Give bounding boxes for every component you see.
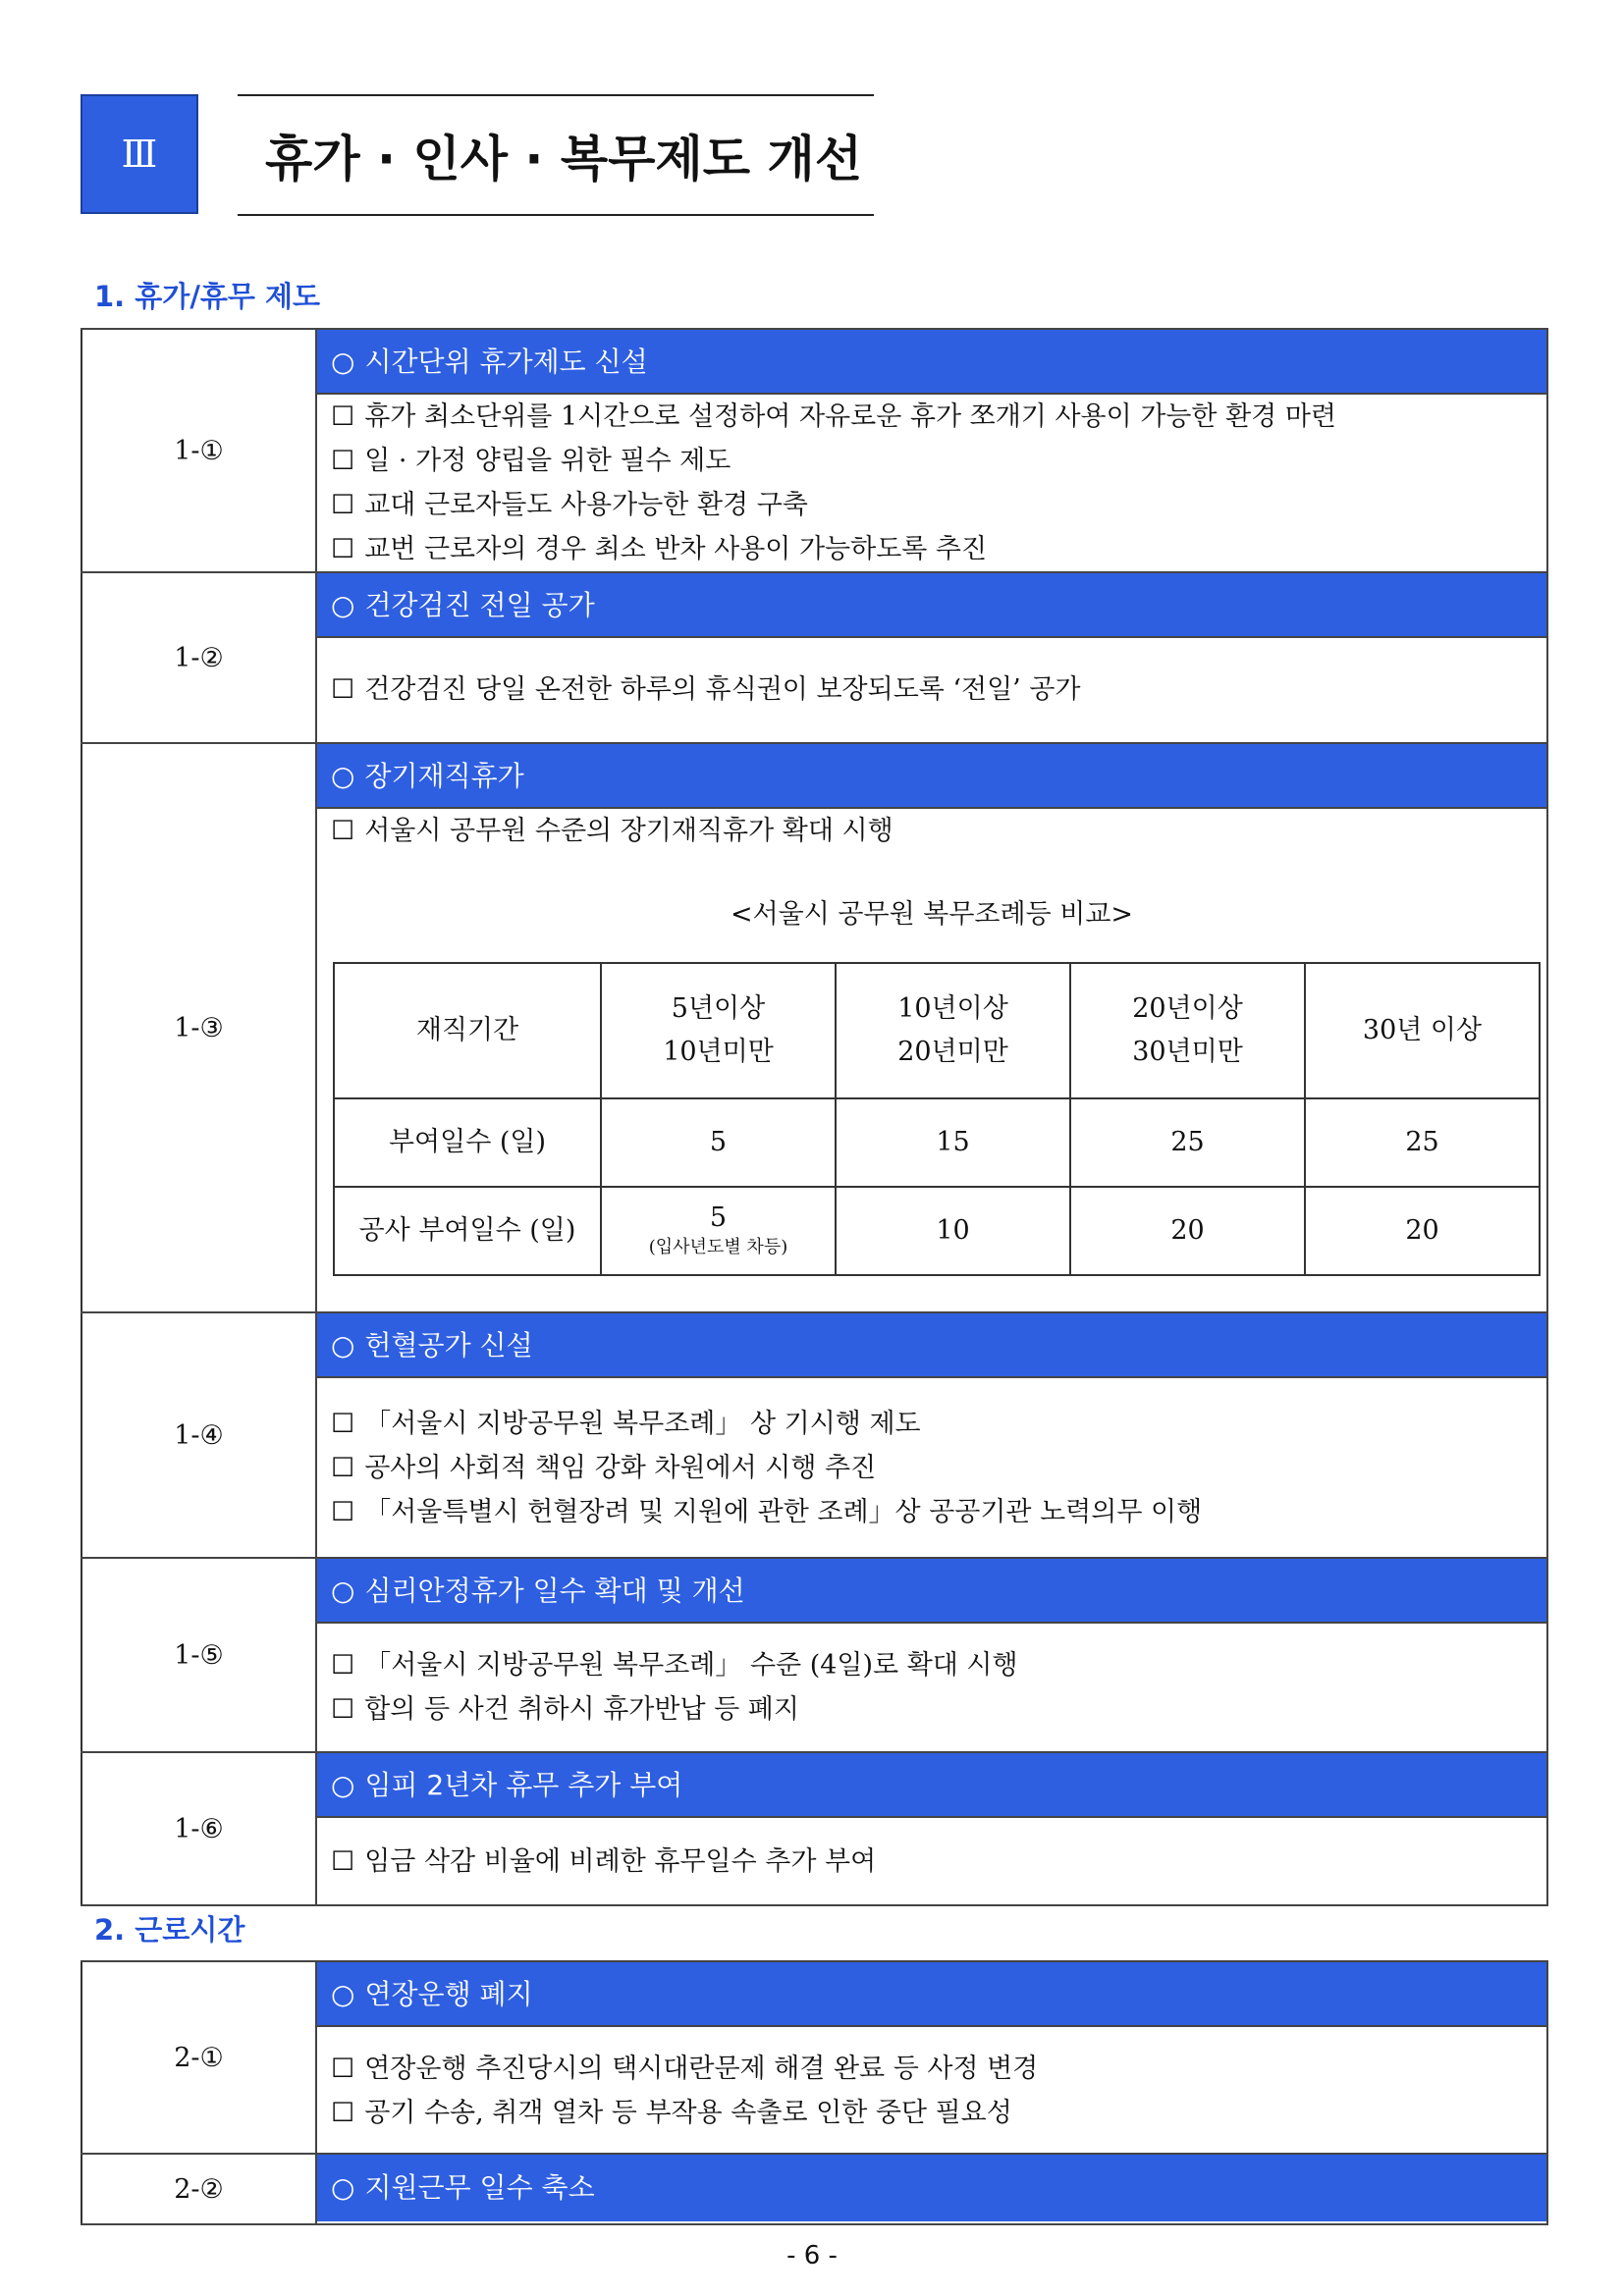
list-item (331, 1446, 1533, 1490)
row-heading (317, 573, 1546, 638)
checkbox-bullet: ☐ (331, 2054, 355, 2084)
value-cell: 20 (1070, 1187, 1305, 1275)
circle-bullet: ○ (331, 1329, 355, 1362)
item-text: 「서울시 지방공무원 복무조례」 수준 (4일)로 확대 시행 (364, 1650, 1018, 1681)
row-number: 1-③ (81, 743, 316, 1312)
row-heading (317, 1753, 1546, 1818)
row-label: 공사 부여일수 (일) (334, 1187, 601, 1275)
comparison-caption: <서울시 공무원 복무조례등 비교> (730, 899, 1134, 930)
checkbox-bullet: ☐ (331, 1846, 355, 1877)
table-row (81, 572, 1547, 743)
header-line: 20년미만 (897, 1037, 1008, 1067)
item-text: 교대 근로자들도 사용가능한 환경 구축 (364, 490, 808, 520)
item-text: 임금 삭감 비율에 비례한 휴무일수 추가 부여 (364, 1846, 877, 1877)
heading-text: 임피 2년차 휴무 추가 부여 (364, 1769, 683, 1801)
table-row (334, 1187, 1540, 1275)
header-line: 5년이상 (671, 993, 766, 1024)
checkbox-bullet: ☐ (331, 534, 355, 564)
table-row (81, 2154, 1547, 2224)
item-list (317, 1624, 1546, 1732)
row-heading (317, 1313, 1546, 1378)
table-row (334, 963, 1540, 1098)
header-line: 20년이상 (1132, 993, 1243, 1024)
item-list (317, 395, 1546, 571)
row-number: 2-① (81, 1961, 316, 2154)
heading-text: 연장운행 폐지 (364, 1978, 533, 2010)
row-heading (317, 744, 1546, 809)
list-item (331, 667, 1533, 712)
list-item (331, 1402, 1533, 1446)
circle-bullet: ○ (331, 1978, 355, 2010)
value-cell: 20 (1305, 1187, 1540, 1275)
list-item (331, 1643, 1533, 1687)
table-row (334, 1098, 1540, 1187)
row-content (316, 1312, 1547, 1558)
item-text: 연장운행 추진당시의 택시대란문제 해결 완료 등 사정 변경 (364, 2054, 1039, 2084)
heading-text: 지원근무 일수 축소 (364, 2171, 595, 2204)
section-1-title: 1. 휴가/휴무 제도 (94, 280, 321, 313)
item-text: 휴가 최소단위를 1시간으로 설정하여 자유로운 휴가 쪼개기 사용이 가능한 환경 마련 (364, 401, 1337, 432)
item-list (317, 638, 1546, 712)
circle-bullet: ○ (331, 760, 355, 792)
value-note: (입사년도별 차등) (648, 1237, 788, 1257)
section-1-table (81, 328, 1548, 1906)
table-row (81, 1558, 1547, 1752)
header-cell (1070, 963, 1305, 1098)
item-text: 교번 근로자의 경우 최소 반차 사용이 가능하도록 추진 (364, 534, 988, 564)
checkbox-bullet: ☐ (331, 1497, 355, 1527)
circle-bullet: ○ (331, 346, 355, 378)
table-row (81, 329, 1547, 572)
chapter-title-text: 휴가 · 인사 · 복무제도 개선 (265, 131, 863, 187)
checkbox-bullet: ☐ (331, 1453, 355, 1483)
list-item (331, 1840, 1533, 1884)
list-item (331, 1687, 1533, 1732)
row-heading (317, 330, 1546, 395)
heading-text: 시간단위 휴가제도 신설 (364, 346, 648, 378)
heading-text: 장기재직휴가 (364, 760, 524, 792)
list-item (331, 439, 1533, 483)
list-item (331, 527, 1533, 571)
checkbox-bullet: ☐ (331, 1694, 355, 1725)
item-text: 공기 수송, 취객 열차 등 부작용 속출로 인한 중단 필요성 (364, 2098, 1012, 2128)
item-text: 공사의 사회적 책임 강화 차원에서 시행 추진 (364, 1453, 877, 1483)
value-cell (601, 1187, 836, 1275)
row-number: 1-④ (81, 1312, 316, 1558)
item-list (317, 809, 1546, 853)
value-cell: 15 (836, 1098, 1070, 1187)
row-number: 1-① (81, 329, 316, 572)
value-cell: 5 (601, 1098, 836, 1187)
checkbox-bullet: ☐ (331, 401, 355, 432)
row-number: 1-⑥ (81, 1752, 316, 1905)
section-2-title: 2. 근로시간 (94, 1913, 245, 1947)
item-text: 「서울특별시 헌혈장려 및 지원에 관한 조례」상 공공기관 노력의무 이행 (364, 1497, 1203, 1527)
row-content (316, 2154, 1547, 2224)
list-item (331, 483, 1533, 527)
item-text: 「서울시 지방공무원 복무조례」 상 기시행 제도 (364, 1409, 921, 1439)
heading-text: 심리안정휴가 일수 확대 및 개선 (364, 1575, 745, 1607)
row-content (316, 1961, 1547, 2154)
header-line: 10년이상 (897, 993, 1008, 1024)
row-label: 부여일수 (일) (334, 1098, 601, 1187)
list-item (331, 809, 1533, 853)
header-line: 10년미만 (663, 1037, 774, 1067)
table-row (81, 1312, 1547, 1558)
list-item (331, 2047, 1533, 2091)
row-content (316, 1752, 1547, 1905)
circle-bullet: ○ (331, 589, 355, 621)
chapter-number: Ⅲ (121, 133, 158, 176)
section-2-table (81, 1960, 1548, 2225)
item-text: 일 · 가정 양립을 위한 필수 제도 (364, 446, 731, 476)
table-row (81, 743, 1547, 1312)
value-text: 5 (709, 1202, 728, 1233)
checkbox-bullet: ☐ (331, 1650, 355, 1681)
row-content (316, 572, 1547, 743)
row-content (316, 329, 1547, 572)
list-item (331, 2091, 1533, 2135)
header-cell: 재직기간 (334, 963, 601, 1098)
chapter-title (238, 94, 874, 216)
row-number: 1-② (81, 572, 316, 743)
row-heading (317, 1962, 1546, 2027)
row-content (316, 743, 1547, 1312)
heading-text: 헌혈공가 신설 (364, 1329, 533, 1362)
chapter-number-box (81, 94, 198, 214)
item-text: 합의 등 사건 취하시 휴가반납 등 폐지 (364, 1694, 799, 1725)
row-heading (317, 2155, 1546, 2221)
item-list (317, 1378, 1546, 1534)
checkbox-bullet: ☐ (331, 2098, 355, 2128)
table-row (81, 1752, 1547, 1905)
table-row (81, 1961, 1547, 2154)
heading-text: 건강검진 전일 공가 (364, 589, 595, 621)
circle-bullet: ○ (331, 2171, 355, 2204)
row-number: 1-⑤ (81, 1558, 316, 1752)
value-cell: 25 (1305, 1098, 1540, 1187)
value-cell: 25 (1070, 1098, 1305, 1187)
row-number: 2-② (81, 2154, 316, 2224)
list-item (331, 1490, 1533, 1534)
item-list (317, 1818, 1546, 1884)
item-text: 건강검진 당일 온전한 하루의 휴식권이 보장되도록 ‘전일’ 공가 (364, 674, 1081, 705)
row-content (316, 1558, 1547, 1752)
checkbox-bullet: ☐ (331, 1409, 355, 1439)
checkbox-bullet: ☐ (331, 446, 355, 476)
header-line: 30년미만 (1132, 1037, 1243, 1067)
row-heading (317, 1559, 1546, 1624)
header-cell: 30년 이상 (1305, 963, 1540, 1098)
comparison-table (333, 962, 1541, 1276)
page-number: - 6 - (786, 2241, 838, 2270)
item-list (317, 2027, 1546, 2135)
item-text: 서울시 공무원 수준의 장기재직휴가 확대 시행 (364, 816, 893, 846)
header-cell (601, 963, 836, 1098)
checkbox-bullet: ☐ (331, 816, 355, 846)
checkbox-bullet: ☐ (331, 674, 355, 705)
circle-bullet: ○ (331, 1769, 355, 1801)
list-item (331, 395, 1533, 439)
value-cell: 10 (836, 1187, 1070, 1275)
header-cell (836, 963, 1070, 1098)
checkbox-bullet: ☐ (331, 490, 355, 520)
circle-bullet: ○ (331, 1575, 355, 1607)
